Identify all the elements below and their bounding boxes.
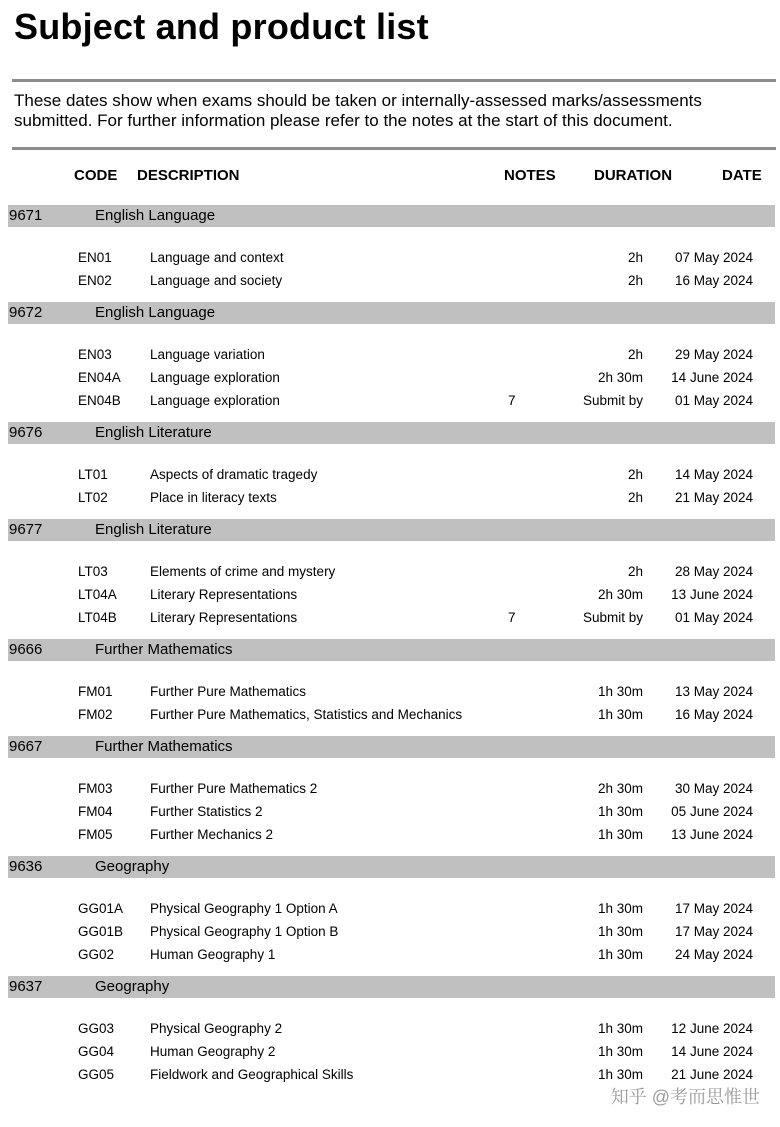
component-date: 07 May 2024 bbox=[674, 250, 753, 265]
component-description: Further Pure Mathematics 2 bbox=[150, 781, 318, 796]
component-date: 01 May 2024 bbox=[674, 610, 753, 625]
component-row bbox=[0, 777, 780, 800]
subject-code: 9636 bbox=[9, 858, 43, 875]
component-date: 16 May 2024 bbox=[674, 273, 753, 288]
component-description: Aspects of dramatic tragedy bbox=[150, 467, 318, 482]
component-row bbox=[0, 246, 780, 269]
component-row bbox=[0, 897, 780, 920]
component-duration: 1h 30m bbox=[597, 901, 643, 916]
intro-line-1: These dates show when exams should be taken or internally-assessed marks/assessments bbox=[14, 91, 702, 110]
component-code: LT04A bbox=[78, 587, 117, 602]
component-date: 05 June 2024 bbox=[671, 804, 753, 819]
component-code: GG04 bbox=[78, 1044, 115, 1059]
subject-code: 9667 bbox=[9, 738, 43, 755]
component-description: Physical Geography 1 Option B bbox=[150, 924, 339, 939]
component-description: Literary Representations bbox=[150, 587, 298, 602]
component-date: 12 June 2024 bbox=[671, 1021, 753, 1036]
column-header-description: DESCRIPTION bbox=[137, 167, 240, 184]
component-date: 29 May 2024 bbox=[674, 347, 753, 362]
component-code: EN04B bbox=[78, 393, 121, 408]
component-code: FM05 bbox=[78, 827, 113, 842]
subject-name: Further Mathematics bbox=[95, 641, 233, 658]
component-duration: 2h bbox=[627, 467, 643, 482]
subject-code: 9677 bbox=[9, 521, 43, 538]
subject-name: Further Mathematics bbox=[95, 738, 233, 755]
component-date: 13 June 2024 bbox=[671, 827, 753, 842]
intro-line-2: submitted. For further information please refer to the notes at the start of this document. bbox=[14, 111, 673, 130]
component-rows bbox=[0, 444, 780, 519]
component-row bbox=[0, 560, 780, 583]
column-header-notes: NOTES bbox=[504, 167, 556, 184]
component-date: 21 May 2024 bbox=[674, 490, 753, 505]
component-code: GG02 bbox=[78, 947, 115, 962]
intro-text bbox=[14, 91, 774, 131]
component-date: 21 June 2024 bbox=[671, 1067, 753, 1082]
subject-name: Geography bbox=[95, 858, 170, 875]
component-code: FM04 bbox=[78, 804, 113, 819]
component-duration: 2h bbox=[627, 347, 643, 362]
subject-header-band bbox=[8, 422, 775, 444]
subject-header-band bbox=[8, 302, 775, 324]
component-row bbox=[0, 680, 780, 703]
subject-code: 9672 bbox=[9, 304, 43, 321]
component-rows bbox=[0, 998, 780, 1096]
subject-code: 9671 bbox=[9, 207, 43, 224]
component-duration: 1h 30m bbox=[597, 1067, 643, 1082]
subject-header-band bbox=[8, 639, 775, 661]
component-row bbox=[0, 703, 780, 726]
component-description: Further Mechanics 2 bbox=[150, 827, 274, 842]
component-duration: 1h 30m bbox=[597, 684, 643, 699]
component-row bbox=[0, 606, 780, 629]
watermark: 知乎 @考而思惟世 bbox=[610, 1087, 760, 1107]
component-duration: 2h 30m bbox=[597, 587, 643, 602]
subject-block bbox=[0, 205, 780, 302]
component-duration: 1h 30m bbox=[597, 924, 643, 939]
component-description: Elements of crime and mystery bbox=[150, 564, 336, 579]
column-header-code: CODE bbox=[74, 167, 118, 184]
component-date: 28 May 2024 bbox=[674, 564, 753, 579]
component-code: FM02 bbox=[78, 707, 113, 722]
subject-name: English Language bbox=[95, 304, 216, 321]
component-row bbox=[0, 486, 780, 509]
component-description: Language variation bbox=[150, 347, 265, 362]
component-row bbox=[0, 269, 780, 292]
component-row bbox=[0, 800, 780, 823]
component-code: LT02 bbox=[78, 490, 108, 505]
component-description: Fieldwork and Geographical Skills bbox=[150, 1067, 354, 1082]
component-notes: 7 bbox=[508, 393, 516, 408]
component-duration: 2h bbox=[627, 273, 643, 288]
component-description: Physical Geography 2 bbox=[150, 1021, 283, 1036]
subject-name: English Language bbox=[95, 207, 216, 224]
component-rows bbox=[0, 227, 780, 302]
component-duration: 2h 30m bbox=[597, 370, 643, 385]
component-row bbox=[0, 1017, 780, 1040]
component-duration: 1h 30m bbox=[597, 804, 643, 819]
subject-name: Geography bbox=[95, 978, 170, 995]
component-description: Place in literacy texts bbox=[150, 490, 277, 505]
component-rows bbox=[0, 758, 780, 856]
component-description: Language exploration bbox=[150, 370, 280, 385]
top-divider bbox=[12, 79, 776, 82]
subject-block bbox=[0, 302, 780, 422]
component-description: Language and context bbox=[150, 250, 284, 265]
subject-block bbox=[0, 519, 780, 639]
subject-name: English Literature bbox=[95, 521, 212, 538]
component-row bbox=[0, 823, 780, 846]
subject-header-band bbox=[8, 205, 775, 227]
subject-header-band bbox=[8, 519, 775, 541]
component-description: Language exploration bbox=[150, 393, 280, 408]
component-description: Further Statistics 2 bbox=[150, 804, 263, 819]
component-code: GG03 bbox=[78, 1021, 115, 1036]
subject-name: English Literature bbox=[95, 424, 212, 441]
component-row bbox=[0, 1040, 780, 1063]
component-duration: 1h 30m bbox=[597, 1021, 643, 1036]
component-description: Human Geography 1 bbox=[150, 947, 276, 962]
component-rows bbox=[0, 661, 780, 736]
component-code: FM03 bbox=[78, 781, 113, 796]
component-duration: 2h bbox=[627, 564, 643, 579]
component-date: 13 May 2024 bbox=[674, 684, 753, 699]
header-divider bbox=[12, 147, 776, 150]
component-code: GG01B bbox=[78, 924, 124, 939]
subject-code: 9666 bbox=[9, 641, 43, 658]
component-row bbox=[0, 583, 780, 606]
subject-list bbox=[0, 205, 780, 1096]
component-code: GG01A bbox=[78, 901, 124, 916]
component-duration: Submit by bbox=[582, 393, 643, 408]
column-header-duration: DURATION bbox=[594, 167, 673, 184]
component-date: 17 May 2024 bbox=[674, 901, 753, 916]
component-date: 01 May 2024 bbox=[674, 393, 753, 408]
component-duration: 2h bbox=[627, 490, 643, 505]
component-description: Human Geography 2 bbox=[150, 1044, 276, 1059]
component-duration: 2h bbox=[627, 250, 643, 265]
component-row bbox=[0, 389, 780, 412]
component-date: 14 May 2024 bbox=[674, 467, 753, 482]
component-duration: 1h 30m bbox=[597, 1044, 643, 1059]
component-row bbox=[0, 920, 780, 943]
subject-code: 9676 bbox=[9, 424, 43, 441]
component-duration: 1h 30m bbox=[597, 947, 643, 962]
subject-header-band bbox=[8, 976, 775, 998]
component-notes: 7 bbox=[508, 610, 516, 625]
component-code: EN04A bbox=[78, 370, 121, 385]
subject-header-band bbox=[8, 856, 775, 878]
subject-code: 9637 bbox=[9, 978, 43, 995]
component-row bbox=[0, 343, 780, 366]
component-date: 14 June 2024 bbox=[671, 1044, 753, 1059]
component-code: LT04B bbox=[78, 610, 117, 625]
component-duration: 1h 30m bbox=[597, 827, 643, 842]
component-date: 24 May 2024 bbox=[674, 947, 753, 962]
component-date: 16 May 2024 bbox=[674, 707, 753, 722]
component-date: 14 June 2024 bbox=[671, 370, 753, 385]
component-code: LT03 bbox=[78, 564, 108, 579]
component-row bbox=[0, 463, 780, 486]
component-code: LT01 bbox=[78, 467, 108, 482]
component-duration: 2h 30m bbox=[597, 781, 643, 796]
subject-header-band bbox=[8, 736, 775, 758]
component-row bbox=[0, 366, 780, 389]
component-description: Further Pure Mathematics, Statistics and Mechanics bbox=[150, 707, 463, 722]
component-code: GG05 bbox=[78, 1067, 115, 1082]
component-description: Further Pure Mathematics bbox=[150, 684, 307, 699]
component-date: 30 May 2024 bbox=[674, 781, 753, 796]
subject-block bbox=[0, 422, 780, 519]
component-description: Language and society bbox=[150, 273, 283, 288]
component-date: 17 May 2024 bbox=[674, 924, 753, 939]
subject-block bbox=[0, 976, 780, 1096]
component-rows bbox=[0, 541, 780, 639]
component-duration: 1h 30m bbox=[597, 707, 643, 722]
component-code: EN03 bbox=[78, 347, 112, 362]
component-rows bbox=[0, 878, 780, 976]
component-date: 13 June 2024 bbox=[671, 587, 753, 602]
component-code: FM01 bbox=[78, 684, 113, 699]
column-header-date: DATE bbox=[722, 167, 762, 184]
component-row bbox=[0, 943, 780, 966]
component-code: EN01 bbox=[78, 250, 112, 265]
subject-block bbox=[0, 736, 780, 856]
page-title: Subject and product list bbox=[14, 6, 429, 47]
component-duration: Submit by bbox=[582, 610, 643, 625]
subject-block bbox=[0, 639, 780, 736]
component-code: EN02 bbox=[78, 273, 112, 288]
component-description: Physical Geography 1 Option A bbox=[150, 901, 338, 916]
component-rows bbox=[0, 324, 780, 422]
subject-block bbox=[0, 856, 780, 976]
component-description: Literary Representations bbox=[150, 610, 298, 625]
